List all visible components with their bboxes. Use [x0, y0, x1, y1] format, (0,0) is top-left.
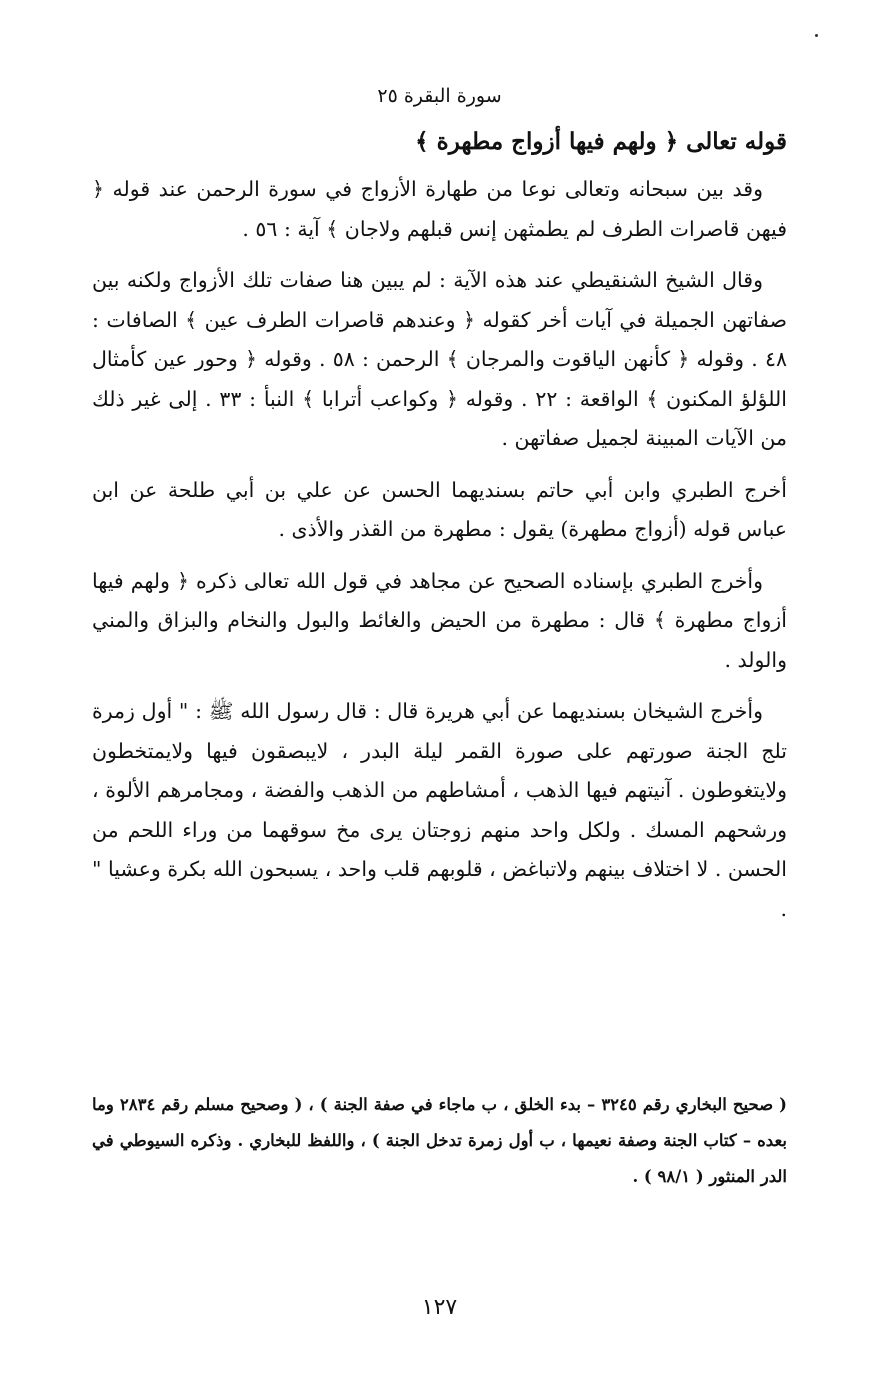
scan-speck [815, 34, 818, 37]
paragraph-3: أخرج الطبري وابن أبي حاتم بسنديهما الحسن عن علي بن أبي طلحة عن ابن عباس قوله (أزواج مطهرة) يقول : مطهرة من القذر والأذى . [92, 477, 787, 541]
main-text [92, 120, 787, 941]
page-number: ١٢٧ [421, 1295, 458, 1320]
paragraph-4: وأخرج الطبري بإسناده الصحيح عن مجاهد في قول الله تعالى ذكره ﴿ ولهم فيها أزواج مطهرة ﴾ قال : مطهرة من الحيض والغائط والبول والنخام والبزاق والمني والولد . [92, 568, 787, 672]
paragraph-2: وقال الشيخ الشنقيطي عند هذه الآية : لم يبين هنا صفات تلك الأزواج ولكنه بين صفاتهن الجميلة في آيات أخر كقوله ﴿ وعندهم قاصرات الطرف عين ﴾ الصافات : ٤٨ . وقوله ﴿ كأنهن الياقوت والمرجان ﴾ الرحمن : ٥٨ . وقوله ﴿ وحور عين كأمثال اللؤلؤ المكنون ﴾ الواقعة : ٢٢ . وقوله ﴿ وكواعب أترابا ﴾ النبأ : ٣٣ . إلى غير ذلك من الآيات المبينة لجميل صفاتهن . [92, 268, 787, 450]
paragraph-1: وقد بين سبحانه وتعالى نوعا من طهارة الأزواج في سورة الرحمن عند قوله ﴿ فيهن قاصرات الطرف لم يطمثهن إنس قبلهم ولاجان ﴾ آية : ٥٦ . [92, 177, 787, 241]
paragraph-5: وأخرج الشيخان بسنديهما عن أبي هريرة قال : قال رسول الله ﷺ : " أول زمرة تلج الجنة صورتهم على صورة القمر ليلة البدر ، لايبصقون فيها ولايمتخطون ولايتغوطون . آنيتهم فيها الذهب ، أمشاطهم من الذهب والفضة ، ومجامرهم الألوة ، ورشحهم المسك . ولكل واحد منهم زوجتان يرى مخ سوقهما من وراء اللحم من الحسن . لا اختلاف بينهم ولاتباغض ، قلوبهم قلب واحد ، يسبحون الله بكرة وعشيا " . [92, 699, 787, 921]
running-header: سورة البقرة ٢٥ [377, 85, 502, 107]
footnote: ( صحيح البخاري رقم ٣٢٤٥ – بدء الخلق ، ب ماجاء في صفة الجنة ) ، ( وصحيح مسلم رقم ٢٨٣٤ وما بعده – كتاب الجنة وصفة نعيمها ، ب أول زمرة تدخل الجنة ) ، واللفظ للبخاري . وذكره السيوطي في الدر المنثور ( ٩٨/١ ) . [92, 1095, 787, 1186]
section-heading: قوله تعالى ﴿ ولهم فيها أزواج مطهرة ﴾ [415, 128, 787, 155]
